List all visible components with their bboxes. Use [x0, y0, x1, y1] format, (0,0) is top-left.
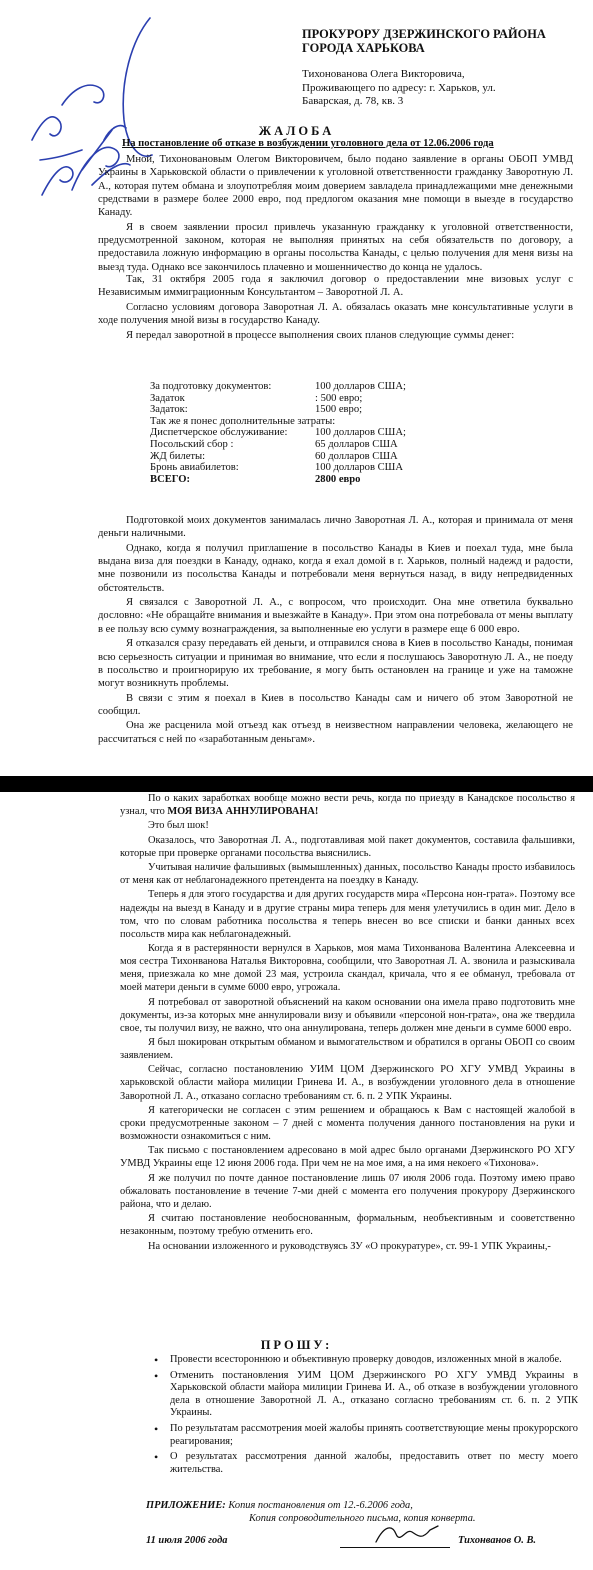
- paragraph: Так письмо с постановлением адресовано в мой адрес было органами Дзержинского РО ХГУ УМВД Украины еще 12 июня 2006 года. При чем не на мое имя, а на имя некоего «Тихонова».: [120, 1145, 575, 1170]
- paragraph: Она же расценила мой отъезд как отъезд в неизвестном направлении человека, желающего не рассчитаться с ней по «заработанным деньгам».: [98, 720, 573, 745]
- expense-label: Бронь авиабилетов:: [150, 462, 239, 474]
- expense-row: [150, 451, 406, 463]
- body-paragraphs-mid: [98, 273, 573, 381]
- request-item: • Отменить постановления УИМ ЦОМ Дзержинского РО ХГУ УМВД Украины в Харьковской области майора милиции Гринева И. А., об отказе в возбуждении уголовного дела в отношение Заворотной Л. А., отказано согласно требованиям ст. 6. п. 2 УПК Украины.: [170, 1370, 578, 1420]
- paragraph: Теперь я для этого государства и для других государств мира «Персона нон-грата». Поэтому все надежды на выезд в Канаду и в другие страны мира теперь для меня улетучились в один миг. Дело в том, что по словам работника посольства я теперь внесен во все списки и банки данных всех посольств мира как неблагонадежный.: [120, 889, 575, 940]
- attachment-text: Копия постановления от 12.-6.2006 года,: [228, 1500, 413, 1511]
- request-item: • Провести всестороннюю и объективную проверку доводов, изложенных мной в жалобе.: [170, 1354, 578, 1367]
- signer-name: Тихонванов О. В.: [458, 1535, 536, 1546]
- paragraph: Я передал заворотной в процессе выполнения своих планов следующие суммы денег:: [126, 329, 515, 341]
- expense-note-text: Так же я понес дополнительные затраты:: [150, 415, 336, 427]
- attachment-line: [146, 1500, 566, 1513]
- expense-label: За подготовку документов:: [150, 381, 272, 392]
- paragraph-text: По о каких заработках вообще можно вести речь, когда по приезду в Канадское посольство я узнал, что: [120, 793, 575, 818]
- addressee-line: ГОРОДА ХАРЬКОВА: [302, 41, 425, 55]
- paragraph: Я отказался сразу передавать ей деньги, и отправился снова в Киев в посольство Канады, понимая всю серьезность ситуации и принимая во внимание, что если я послушаюсь Заворотную Л. А., не поеду в посольство и проигнорирую их требование, я могу быть остановлен на границе и уже на таможне могут возникнуть проблемы.: [98, 638, 573, 690]
- paragraph: Я считаю постановление необоснованным, формальным, необъективным и сооветственно незаконным, поэтому требую отменить его.: [120, 1213, 575, 1238]
- expenses-list: [150, 381, 406, 485]
- paragraph: Мной, Тихоновановым Олегом Викторовичем, было подано заявление в органы ОБОП УМВД Украины в Харьковской области о привлечении к уголовной ответственности гражданку Заворотную Л. А., которая путем обмана и злоупотребляя моим доверием завладела принадлежащими мне денежными средствами в размере более 2000 евро, под предлогом оказания мне помощи в выезде в государство Канаду.: [98, 154, 573, 219]
- body-paragraphs-page2: [120, 792, 575, 1254]
- paragraph: Однако, когда я получил приглашение в посольство Канады в Киев и поехал туда, мне была выдана виза для поездки в Канаду, однако, когда я ехал домой в г. Харьков, полный надежд и радости, мне позвонили из посольства Канады и потребовали меня вернуться назад, в виду непредвиденных обстоятельств.: [98, 542, 573, 594]
- expense-total-label: ВСЕГО:: [150, 473, 191, 485]
- expense-value: 60 долларов США: [315, 450, 398, 462]
- attachment-label: ПРИЛОЖЕНИЕ:: [146, 1500, 226, 1511]
- expense-label: Посольский сбор :: [150, 438, 234, 450]
- paragraph: Учитывая наличие фальшивых (вымышленных) данных, посольство Канады просто избавилось от меня как от неблагонадежного претендента на поездку в Канаду.: [120, 862, 575, 887]
- expense-label: Диспетчерское обслуживание:: [150, 427, 288, 439]
- request-item: • О результатах рассмотрения данной жалобы, предоставить ответ по месту моего жительства.: [170, 1451, 578, 1476]
- page-2: [0, 792, 593, 1570]
- paragraph: В связи с этим я поехал в Киев в посольство Канады сам и ничего об этом Заворотной не сообщил.: [98, 692, 573, 717]
- signature-line: [340, 1547, 450, 1548]
- page-divider: [0, 776, 593, 792]
- attachment-line: Копия сопроводительного письма, копия конверта.: [249, 1512, 476, 1524]
- complaint-subtitle: На постановление об отказе в возбуждении уголовного дела от 12.06.2006 года: [122, 138, 494, 149]
- paragraph: Это был шок!: [148, 820, 209, 832]
- expense-value: : 500 евро;: [315, 392, 363, 404]
- expense-row: [150, 381, 406, 393]
- sender-line: Тихонованова Олега Викторовича,: [302, 68, 465, 80]
- paragraph: Сейчас, согласно постановлению УИМ ЦОМ Дзержинского РО ХГУ УМВД Украины в харьковской области майора милиции Гринева И. А., в возбуждении уголовного дела в отношение Заворотной Л. А., отказано согласно требованиям ст. 6. п. 2 УПК Украины.: [120, 1064, 575, 1102]
- paragraph: [120, 792, 575, 818]
- attachment-block: [146, 1500, 566, 1525]
- paragraph: Я категорически не согласен с этим решением и обращаюсь к Вам с настоящей жалобой в сроки предусмотренные законом – 7 дней с момента получения данного постановления на руки и возможности ознакомиться с ним.: [120, 1104, 575, 1143]
- addressee-block: [302, 27, 582, 55]
- paragraph: На основании изложенного и руководствуясь ЗУ «О прокуратуре», ст. 99-1 УПК Украины,-: [148, 1240, 551, 1252]
- request-title: ПРОШУ:: [260, 1338, 333, 1352]
- sender-line: Проживающего по адресу: г. Харьков, ул.: [302, 81, 496, 94]
- paragraph: Оказалось, что Заворотная Л. А., подготавливая мой пакет документов, составила фальшивки, которые при проверке органами посольства выяснились.: [120, 834, 575, 859]
- expense-row: [150, 462, 406, 474]
- document-date: 11 июля 2006 года: [146, 1535, 228, 1546]
- expense-row: [150, 427, 406, 439]
- expense-label: Задаток: [150, 392, 185, 404]
- visa-annulled-emphasis: МОЯ ВИЗА АННУЛИРОВАНА!: [167, 806, 319, 818]
- expense-value: 1500 евро;: [315, 404, 363, 416]
- expense-row: [150, 439, 406, 451]
- expense-value: 100 долларов США;: [315, 427, 406, 439]
- paragraph: Я был шокирован открытым обманом и вымогательством и обратился в органы ОБОП со своим заявлением.: [120, 1037, 575, 1062]
- expense-extra-note: [150, 416, 406, 428]
- paragraph: Я связался с Заворотной Л. А., с вопросом, что происходит. Она мне ответила буквально дословно: «Не обращайте внимания и выезжайте в Канаду». При этом она потребовала от мены выплату в ее пользу всю сумму вознаграждения, за выполненные ею услуги в размере еще 6 000 евро.: [98, 597, 573, 635]
- expense-total-row: [150, 474, 406, 486]
- body-paragraphs-bottom: [98, 514, 573, 772]
- expense-value: 65 долларов США: [315, 438, 398, 450]
- expense-total-value: 2800 евро: [315, 473, 361, 485]
- sender-line: Баварская, д. 78, кв. 3: [302, 95, 404, 108]
- request-item: • По результатам рассмотрения моей жалобы принять соответствующие мены прокурорского реагирования;: [170, 1423, 578, 1448]
- paragraph: Согласно условиям договора Заворотная Л. А. обязалась оказать мне консультативные услуги в ходе получения мной визы в государство Канаду.: [98, 301, 573, 327]
- handwritten-signature-icon: [372, 1522, 442, 1548]
- addressee-line: ПРОКУРОРУ ДЗЕРЖИНСКОГО РАЙОНА: [302, 27, 546, 41]
- expense-label: Задаток:: [150, 404, 188, 416]
- expense-row: [150, 393, 406, 405]
- paragraph: Так, 31 октября 2005 года я заключил договор о предоставлении мне визовых услуг с Независимым иммиграционным Консультантом – Заворотной Л. А.: [98, 274, 573, 299]
- expense-value: 100 долларов США;: [315, 381, 406, 392]
- paragraph: Я в своем заявлении просил привлечь указанную гражданку к уголовной ответственности, предусмотренной законом, которая не выполняя принятых на себя обязательств по договору, а предоставила ложную информацию в органы посольства Канады, с целью получения для меня визы на выезд туда. Однако все закончилось плачевно и мошенничество до конца не удалось.: [98, 221, 573, 273]
- body-paragraphs-top: [98, 153, 573, 273]
- expense-value: 100 долларов США: [315, 462, 404, 474]
- paragraph: Я же получил по почте данное постановление лишь 07 июля 2006 года. Поэтому имею право обжаловать постановление в течение 7-ми дней с момента его получения прокурору Дзержинского района, что и делаю.: [120, 1172, 575, 1210]
- sender-block: [302, 68, 582, 109]
- paragraph: Когда я в растерянности вернулся в Харьков, моя мама Тихонванова Валентина Алексеевна и моя сестра Тихонванова Наталья Викторовна, сообщили, что Заворотная Л. А. звонила и разыскивала меня, приезжала ко мне домой 23 мая, устроила скандал, кричала, что я ее обманул, требовала от моей матери деньги в сумме 6000 евро, угрожала.: [120, 942, 575, 994]
- paragraph: Я потребовал от заворотной объяснений на каком основании она имела право подготовить мне документы, из-за которых мне аннулировали визу и объявили «персоной нон-грата», она же твердила свое, ты получил визу, не важно, что она аннулирована, теперь должен мне деньги в сумме 6000 евро.: [120, 996, 575, 1034]
- complaint-title: ЖАЛОБА: [258, 124, 335, 138]
- paragraph: Подготовкой моих документов занималась лично Заворотная Л. А., которая и принимала от меня деньги наличными.: [98, 515, 573, 540]
- page-1: [0, 0, 593, 776]
- expense-label: ЖД билеты:: [150, 450, 206, 462]
- request-list: [170, 1354, 578, 1479]
- expense-row: [150, 404, 406, 416]
